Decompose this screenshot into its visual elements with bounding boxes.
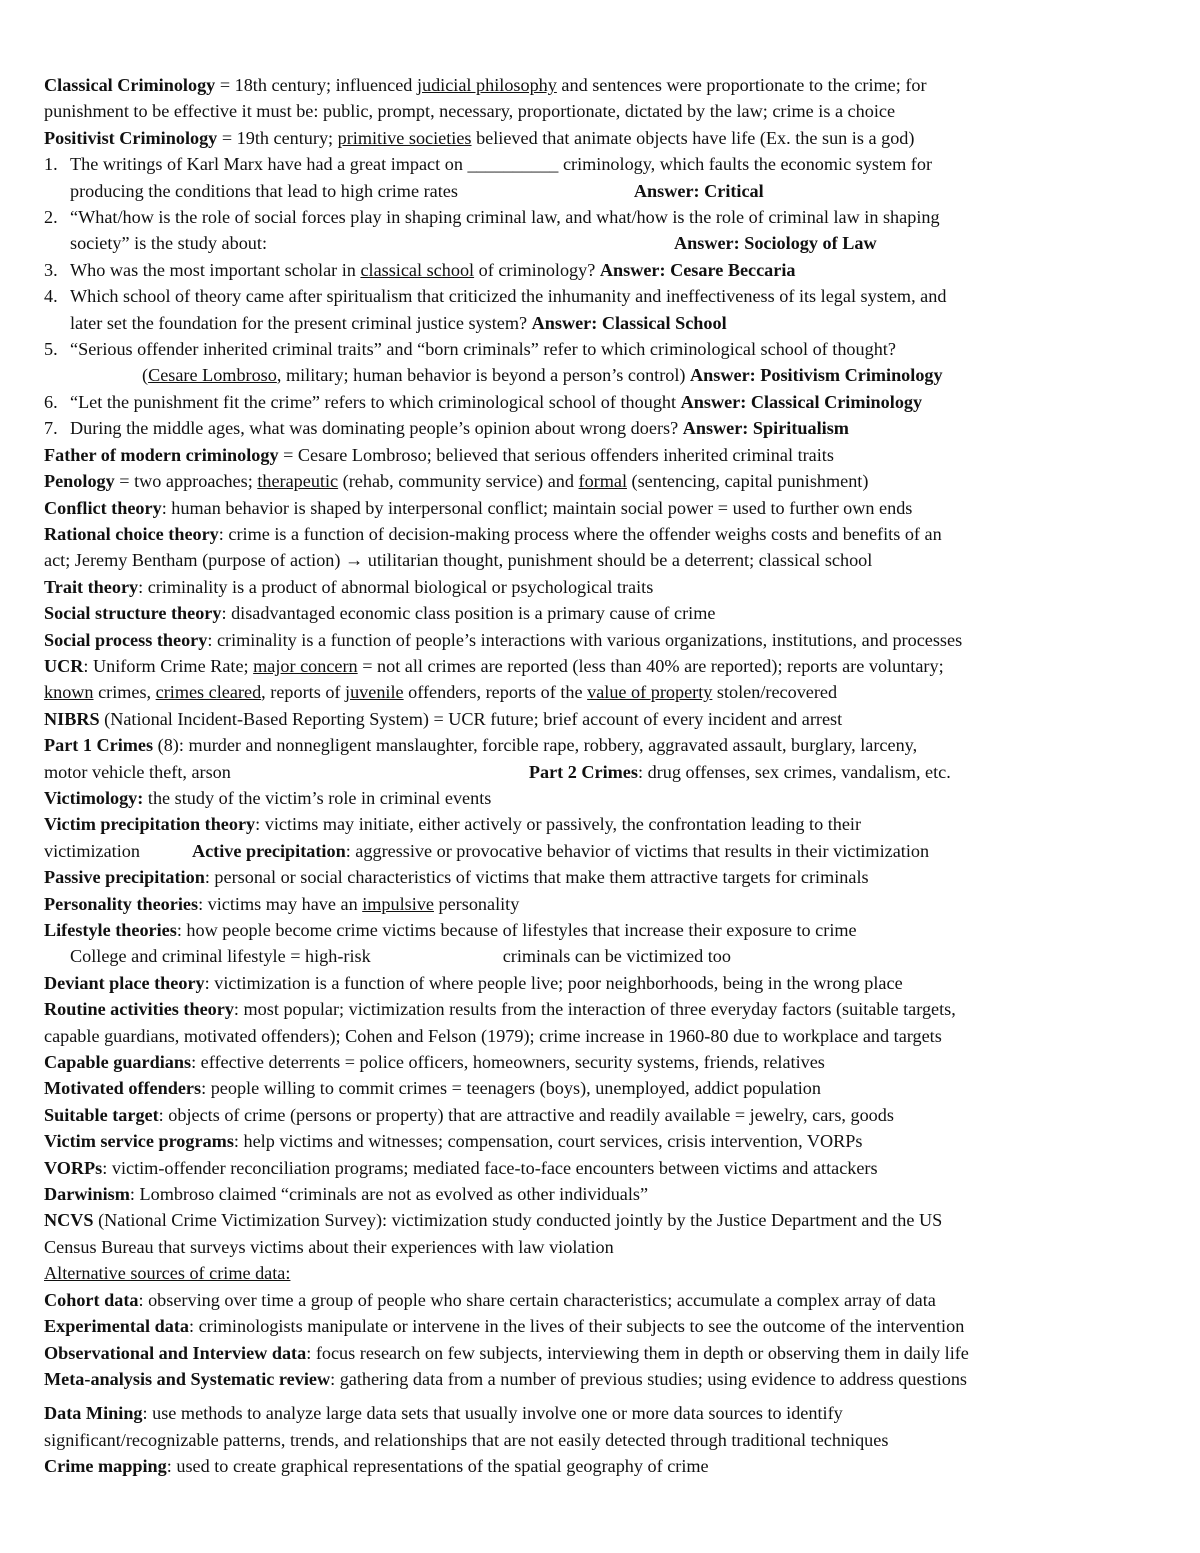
answer: Answer: Spiritualism: [682, 418, 849, 439]
trait-theory: Trait theory: criminality is a product of abnormal biological or psychological traits: [44, 576, 654, 597]
question-4: 4. Which school of theory came after spiritualism that criticized the inhumanity and ineffectiveness of its legal system, and: [44, 286, 947, 307]
routine-activities-theory-2: capable guardians, motivated offenders); Cohen and Felson (1979); crime increase in 1960-80 due to workplace and targets: [44, 1025, 942, 1046]
part-1-crimes-2: motor vehicle theft, arson Part 2 Crimes: drug offenses, sex crimes, vandalism, etc.: [44, 761, 951, 782]
capable-guardians: Capable guardians: effective deterrents = police officers, homeowners, security systems, friends, relatives: [44, 1052, 825, 1073]
data-mining: Data Mining: use methods to analyze large data sets that usually involve one or more data sources to identify: [44, 1403, 843, 1424]
vorps: VORPs: victim-offender reconciliation programs; mediated face-to-face encounters between victims and attackers: [44, 1157, 878, 1178]
question-7: 7. During the middle ages, what was dominating people’s opinion about wrong doers? Answer: Spiritualism: [44, 418, 849, 439]
lifestyle-theories: Lifestyle theories: how people become crime victims because of lifestyles that increase their exposure to crime: [44, 920, 857, 940]
rational-choice-theory-2: act; Jeremy Bentham (purpose of action) → utilitarian thought, punishment should be a deterrent; classical school: [44, 550, 873, 571]
question-4-cont: later set the foundation for the present criminal justice system? Answer: Classical School: [70, 312, 727, 333]
social-process-theory: Social process theory: criminality is a function of people’s interactions with various organizations, institutions, and processes: [44, 629, 963, 650]
ncvs: NCVS (National Crime Victimization Survey): victimization study conducted jointly by the Justice Department and the US: [44, 1210, 943, 1231]
experimental-data: Experimental data: criminologists manipulate or intervene in the lives of their subjects to see the outcome of the intervention: [44, 1316, 965, 1337]
part-1-crimes: Part 1 Crimes (8): murder and nonnegligent manslaughter, forcible rape, robbery, aggravated assault, burglary, larceny,: [44, 735, 918, 756]
answer: Answer: Positivism Criminology: [690, 365, 943, 386]
deviant-place-theory: Deviant place theory: victimization is a function of where people live; poor neighborhoods, being in the wrong place: [44, 972, 903, 993]
question-1-cont: producing the conditions that lead to high crime rates Answer: Critical: [44, 178, 1130, 204]
personality-theories: Personality theories: victims may have an impulsive personality: [44, 893, 520, 914]
question-2: 2. “What/how is the role of social forces play in shaping criminal law, and what/how is the role of criminal law in shaping: [44, 207, 940, 228]
observational-interview-data: Observational and Interview data: focus research on few subjects, interviewing them in depth or observing them in daily life: [44, 1342, 969, 1363]
answer: Answer: Critical: [633, 180, 764, 201]
answer: Answer: Classical School: [531, 312, 727, 333]
victim-precipitation-theory: Victim precipitation theory: victims may initiate, either actively or passively, the confrontation leading to their: [44, 814, 862, 835]
conflict-theory: Conflict theory: human behavior is shaped by interpersonal conflict; maintain social power = used to further own ends: [44, 497, 913, 518]
classical-criminology-line: Classical Criminology = 18th century; influenced judicial philosophy and sentences were proportionate to the crime; for: [44, 75, 927, 95]
routine-activities-theory: Routine activities theory: most popular; victimization results from the interaction of three everyday factors (suitable targets,: [44, 999, 956, 1020]
classical-criminology-line-2: punishment to be effective it must be: public, prompt, necessary, proportionate, dictated by the law; crime is a choice: [44, 101, 896, 122]
lifestyle-theories-sub: College and criminal lifestyle = high-risk criminals can be victimized too: [70, 946, 731, 967]
nibrs: NIBRS (National Incident-Based Reporting System) = UCR future; brief account of every incident and arrest: [44, 708, 843, 729]
positivist-criminology-line: Positivist Criminology = 19th century; primitive societies believed that animate objects have life (Ex. the sun is a god): [44, 127, 915, 148]
question-2-cont: society” is the study about: Answer: Sociology of Law: [44, 230, 1130, 256]
question-6: 6. “Let the punishment fit the crime” refers to which criminological school of thought Answer: Classical Criminology: [44, 391, 923, 412]
alternative-sources-heading: Alternative sources of crime data:: [44, 1263, 291, 1284]
question-1: 1. The writings of Karl Marx have had a great impact on __________ criminology, which faults the economic system for: [44, 154, 932, 175]
crime-mapping: Crime mapping: used to create graphical representations of the spatial geography of crime: [44, 1456, 709, 1477]
spacer: [44, 1392, 1130, 1400]
victim-precipitation-theory-2: victimization Active precipitation: aggressive or provocative behavior of victims that results in their victimization: [44, 840, 930, 861]
darwinism: Darwinism: Lombroso claimed “criminals are not as evolved as other individuals”: [44, 1184, 649, 1205]
question-5-cont: (Cesare Lombroso, military; human behavior is beyond a person’s control) Answer: Positivism Criminology: [142, 365, 943, 386]
victimology: Victimology: the study of the victim’s role in criminal events: [44, 787, 492, 808]
answer: Answer: Sociology of Law: [674, 233, 877, 254]
ncvs-2: Census Bureau that surveys victims about their experiences with law violation: [44, 1236, 614, 1257]
rational-choice-theory: Rational choice theory: crime is a function of decision-making process where the offender weighs costs and benefits of an: [44, 523, 942, 544]
answer: Answer: Classical Criminology: [680, 391, 923, 412]
motivated-offenders: Motivated offenders: people willing to commit crimes = teenagers (boys), unemployed, addict population: [44, 1078, 821, 1099]
question-5: 5. “Serious offender inherited criminal traits” and “born criminals” refer to which criminological school of thought?: [44, 339, 896, 360]
passive-precipitation: Passive precipitation: personal or social characteristics of victims that make them attractive targets for criminals: [44, 867, 869, 888]
term: Classical Criminology: [44, 75, 216, 95]
question-3: 3. Who was the most important scholar in classical school of criminology? Answer: Cesare Beccaria: [44, 259, 796, 280]
victim-service-programs: Victim service programs: help victims and witnesses; compensation, court services, crisis intervention, VORPs: [44, 1131, 863, 1152]
social-structure-theory: Social structure theory: disadvantaged economic class position is a primary cause of crime: [44, 603, 716, 624]
cohort-data: Cohort data: observing over time a group of people who share certain characteristics; accumulate a complex array of data: [44, 1289, 936, 1310]
answer: Answer: Cesare Beccaria: [599, 259, 796, 280]
penology: Penology = two approaches; therapeutic (rehab, community service) and formal (sentencing, capital punishment): [44, 471, 869, 492]
ucr-2: known crimes, crimes cleared, reports of juvenile offenders, reports of the value of property stolen/recovered: [44, 682, 838, 703]
data-mining-2: significant/recognizable patterns, trends, and relationships that are not easily detected through traditional techniques: [44, 1429, 889, 1450]
father-of-modern-criminology: Father of modern criminology = Cesare Lombroso; believed that serious offenders inherited criminal traits: [44, 444, 834, 465]
suitable-target: Suitable target: objects of crime (persons or property) that are attractive and readily available = jewelry, cars, goods: [44, 1104, 894, 1125]
meta-analysis: Meta-analysis and Systematic review: gathering data from a number of previous studies; using evidence to address questions: [44, 1368, 968, 1389]
ucr: UCR: Uniform Crime Rate; major concern = not all crimes are reported (less than 40% are reported); reports are voluntary;: [44, 655, 944, 676]
